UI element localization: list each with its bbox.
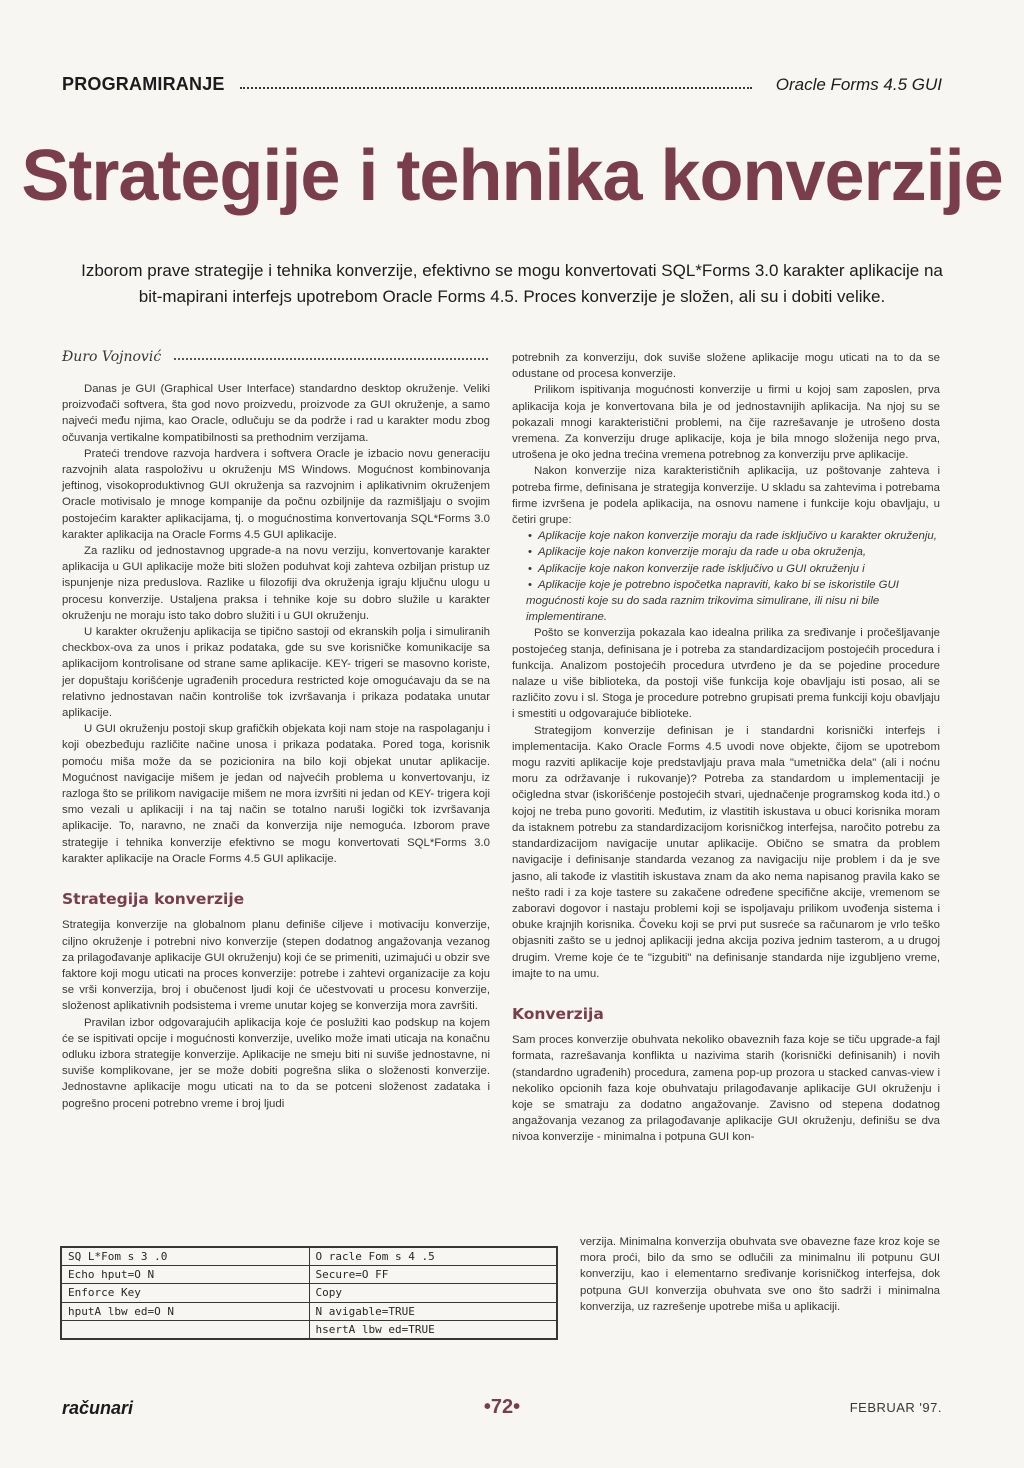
header-dotted-leader — [240, 87, 752, 89]
author-dotted-leader — [174, 358, 488, 360]
table-row — [62, 1302, 557, 1320]
list-item — [512, 561, 940, 577]
body-paragraph: Sam proces konverzije obuhvata nekoliko obaveznih faza koje se tiču upgrade-a fajl formata, razrešavanja konflikta u nazivima starih (korisnički definisanih) i novih (standardno ugrađenih) procedura, zamena pop-up prozora u stacked canvas-view i nekoliko opcionih faza koje obuhvataju prilagođavanje aplikacije GUI okruženju i koje se smatraju za dodatno angažovanje. Zavisno od stepena dodatnog angažovanja vezanog za prilagođavanje aplikacije GUI okruženju, definišu se dva nivoa konverzije - minimalna i potpuna GUI kon- — [512, 1034, 940, 1144]
body-paragraph: Nakon konverzije niza karakterističnih aplikacija, uz poštovanje zahteva i potreba firme, definisana je strategija konverzije. U skladu sa zahtevima i potrebama firme izvršena je podela aplikacija, na osnovu namene i funkcije koju obavljaju, u četiri grupe: — [512, 465, 940, 527]
topic-label: Oracle Forms 4.5 GUI — [775, 75, 942, 94]
table-cell: Secure=O FF — [309, 1266, 557, 1284]
right-column-continuation: verzija. Minimalna konverzija obuhvata sve obavezne faze kroz koje se mora proći, bilo da smo se odlučili za minimalnu ili potpunu GUI konverziju, kao i elementarno sređivanje korisničkog interfejsa, dok potpuna GUI konverzija obuhvata sve ono što sadrži i minimalna konverzija, uz razrešenje upotrebe miša u aplikaciji. — [580, 1236, 940, 1313]
body-paragraph: Prateći trendove razvoja hardvera i softvera Oracle je izbacio novu generaciju razvojnih alata raspoloživu u okruženju MS Windows. Mogućnost kombinovanja jeftinog, visokoproduktivnog GUI okruženja sa razvojnim i aplikativnim okruženjem Oracle motivisalo je mnoge kompanije da počnu ozbiljnije da razmišljaju o svojim postojećim karakter aplikacijama, tj. o mogućnostima konvertovanja SQL*Forms 3.0 karakter aplikacija na Oracle Forms 4.5 GUI aplikacije. — [62, 447, 490, 541]
table-cell: SQ L*Fom s 3 .0 — [62, 1248, 310, 1266]
left-column — [62, 381, 490, 1112]
table-row — [62, 1266, 557, 1284]
list-item — [512, 544, 940, 560]
issue-date: FEBRUAR '97. — [849, 1400, 942, 1415]
author-name: Đuro Vojnović — [62, 349, 162, 365]
body-paragraph: potrebnih za konverziju, dok suviše složene aplikacije mogu uticati na to da se odustane od procesa konverzije. — [512, 352, 940, 381]
table-row — [62, 1284, 557, 1302]
body-paragraph: U GUI okruženju postoji skup grafičkih objekata koji nam stoje na raspolaganju i koji obezbeđuju različite načine unosa i prikaza podataka. Pored toga, korisnik pomoću miša može da se pozicionira na bilo koji objekat unutar aplikacije. Mogućnost navigacije mišem je jedan od najvećih problema u konvertovanju, iz razloga što se prilikom navigacije mišem ne mora izvršiti ni jedan od KEY- trigera koji smo vezali u aplikaciji i na taj način se totalno naruši logički tok izvršavanja aplikacije. To, naravno, ne znači da konverzija nije nemoguća. Izborom prave strategije i tehnika konverzije efektivno se mogu konvertovati SQL*Forms 3.0 karakter aplikacije na Oracle Forms 4.5 GUI aplikacije. — [62, 723, 490, 865]
table-cell: N avigable=TRUE — [309, 1302, 557, 1320]
subheading-strategy: Strategija konverzije — [62, 890, 245, 909]
list-item-text: Aplikacije koje nakon konverzije moraju da rade u oba okruženja, — [538, 546, 866, 559]
table-cell: hsertA lbw ed=TRUE — [309, 1320, 557, 1338]
code-table — [61, 1247, 557, 1339]
body-paragraph: Za razliku od jednostavnog upgrade-a na novu verziju, konvertovanje karakter aplikacija u GUI aplikacije može biti složen poduhvat koji zahteva ozbiljan pristup uz ispunjenje niza preduslova. Razlike u filozofiji dva okruženja igraju ključnu ulogu u procesu konverzije. Ustaljena praksa i tehnike koje su dobro služile u karakter okruženju ne moraju isto tako dobro služiti i u GUI okruženju. — [62, 545, 490, 622]
subheading-conversion: Konverzija — [512, 1004, 604, 1023]
table-row — [62, 1248, 557, 1266]
section-label: PROGRAMIRANJE — [62, 74, 225, 94]
list-item-text: Aplikacije koje nakon konverzije moraju da rade isključivo u karakter okruženju, — [538, 530, 937, 543]
list-item-text: Aplikacije koje nakon konverzije rade isključivo u GUI okruženju i — [538, 562, 865, 575]
table-cell: O racle Fom s 4 .5 — [309, 1248, 557, 1266]
table-cell: Echo hput=O N — [62, 1266, 310, 1284]
list-item — [512, 577, 940, 626]
body-paragraph: U karakter okruženju aplikacija se tipično sastoji od ekranskih polja i simuliranih checkbox-ova za unos i prikaz podataka, gde su sve korisničke komunikacije sa aplikacijom kontrolisane od strane same aplikacije. KEY- trigeri se masovno koriste, jer dopuštaju korišćenje ugrađenih procedura restricted koje omogućavaju da se na relativno jednostavan način kontroliše tok izvršavanja i prikaza podataka unutar aplikacije. — [62, 626, 490, 720]
body-paragraph: Pošto se konverzija pokazala kao idealna prilika za sređivanje i pročešljavanje postojećeg stanja, definisana je i potreba za standardizacijom postojećih procedura i funkcija. Analizom postojećih procedura utvrđeno je da se pojedine procedure nalaze u više biblioteka, da postoji više funkcija koje obavljaju isti posao, ali se različito zovu i sl. Stoga je procedure potrebno grupisati prema funkciji koju obavljaju i smestiti u odgovarajuće biblioteke. — [512, 627, 940, 721]
body-paragraph: Danas je GUI (Graphical User Interface) standardno desktop okruženje. Veliki proizvođači softvera, šta god novo proizvedu, proizvode za GUI okruženje, a samo najveći među njima, kao Oracle, odlučuju se da podrže i rad u karakter modu zbog očuvanja vertikalne kompatibilnosti sa prethodnim verzijama. — [62, 383, 490, 444]
table-row — [62, 1320, 557, 1338]
list-item — [512, 528, 940, 544]
table-cell: Copy — [309, 1284, 557, 1302]
page-header — [62, 74, 942, 100]
table-cell: Enforce Key — [62, 1284, 310, 1302]
code-comparison-table — [60, 1246, 558, 1340]
conversion-groups-list — [512, 528, 940, 625]
table-cell — [62, 1320, 310, 1338]
body-paragraph: Strategija konverzije na globalnom planu definiše ciljeve i motivaciju konverzije, ciljno okruženje i potrebni nivo konverzije (stepen dodatnog angažovanja vezanog za prilagođavanje aplikacije GUI okruženju) koji će se primeniti, uzimajući u obzir sve faktore koji mogu uticati na proces konverzije: potrebe i zahtevi organizacije za koju se vrši konverzija, broj i obučenost ljudi koji će učestvovati u procesu konverzije, složenost aplikativnih podsistema i vreme unutar kojeg se konverzija mora završiti. — [62, 919, 490, 1013]
page-footer — [62, 1396, 942, 1426]
table-cell: hputA lbw ed=O N — [62, 1302, 310, 1320]
magazine-name: računari — [62, 1398, 134, 1418]
page-number: •72• — [483, 1396, 521, 1418]
body-paragraph: Pravilan izbor odgovarajućih aplikacija koje će poslužiti kao podskup na kojem će se ispitivati opcije i mogućnosti konverzije, uveliko može imati uticaja na konačnu odluku izbora strategije konverzije. Aplikacije ne smeju biti ni suviše jednostavne, ni suviše komplikovane, jer se može dobiti pogrešna slika o složenosti konverzije. Jednostavne aplikacije mogu uticati na to da se potceni složenost zadataka i pogrešno proceni potrebno vreme i broj ljudi — [62, 1016, 490, 1110]
author-byline — [62, 349, 490, 365]
body-paragraph: Strategijom konverzije definisan je i standardni korisnički interfejs i implementacija. Kako Oracle Forms 4.5 uvodi nove objekte, čijom se upotrebom mogu razviti aplikacije koje predstavljaju prava mala "umetnička dela" (ali i noćnu moru za održavanje i rukovanje)? Potreba za standardom u implementaciji je očigledna stvar (iskorišćenje postojećih stvari, ujednačenje programskog koda itd.) o kojoj ne treba puno govoriti. Međutim, iz vlastitih iskustava u obuci korisnika moram da istaknem potrebu za standardizacijom korisničkog interfejsa, naročito potrebu za standardizacijom navigacije unutar aplikacije. Obično se smatra da problem navigacije i definisanje standarda vezanog za navigaciju nije problem i da je sve jasno, ali takođe iz vlastitih iskustava znam da ako nema napisanog pravila kako se nešto radi i za koje tastere su zakačene određene specifične akcije, vremenom se zaboravi dogovor i nastaju problemi koji se ispoljavaju prilikom uvođenja sistema i obuke krajnjih korisnika. Čoveku koji se prvi put susreće sa računarom je vrlo teško objasniti zašto se u jednoj aplikaciji jedna akcija poziva jednim tasterom, a u drugoj drugim. Vreme koje će te "izgubiti" na definisanje standarda nije izgubljeno vreme, imajte to na umu. — [512, 724, 940, 980]
article-title: Strategije i tehnika konverzije — [21, 136, 1003, 216]
body-paragraph: Prilikom ispitivanja mogućnosti konverzije u firmi u kojoj sam zaposlen, prva aplikacija koja je konvertovana bila je od jednostavnijih aplikacija. Na njoj su se pokazali mnogi karakteristični problemi, na čije razrešavanje je utrošeno dosta vremena. Za konverziju druge aplikacije, koja je bila mnogo složenija nego prva, utrošena je oko jedna trećina vremena potrebnog za konverziju prve aplikacije. — [512, 384, 940, 462]
right-column — [512, 350, 940, 1146]
list-item-text: Aplikacije koje je potrebno ispočetka napraviti, kako bi se iskoristile GUI mogućnosti koje su do sada raznim trikovima simulirane, ili nisu ni bile implementirane. — [526, 578, 899, 624]
article-lead: Izborom prave strategije i tehnika konverzije, efektivno se mogu konvertovati SQL*Forms 3.0 karakter aplikacije na bit-mapirani interfejs upotrebom Oracle Forms 4.5. Proces konverzije je složen, ali su i dobiti velike. — [81, 261, 943, 306]
